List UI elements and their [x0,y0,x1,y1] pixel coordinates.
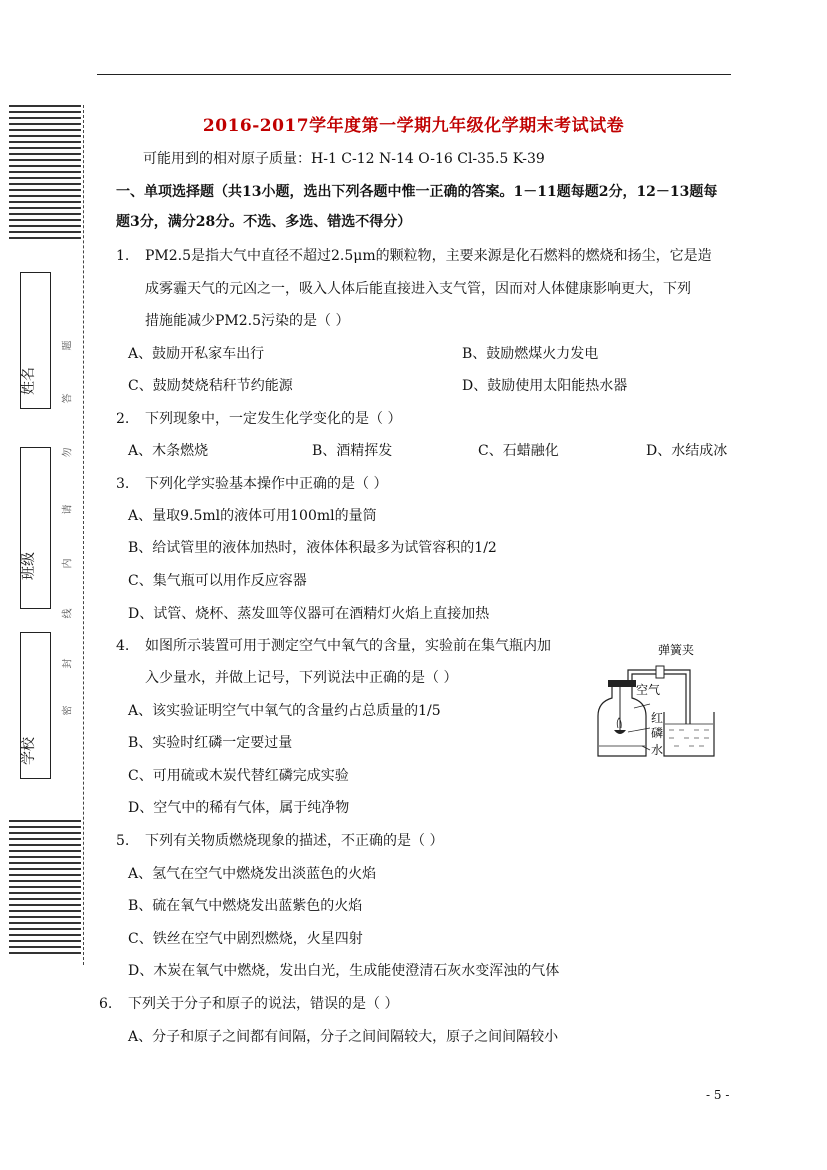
section-heading-line1: 一、单项选择题（共13小题，选出下列各题中惟一正确的答案。1－11题每题2分，12－13题每 [116,184,718,200]
page-number: - 5 - [706,1088,730,1102]
question-number: 6. [99,996,113,1012]
water-hatching [669,730,709,746]
q4-option-d[interactable]: D、空气中的稀有气体，属于纯净物 [128,800,350,816]
q4-option-a[interactable]: A、该实验证明空气中氧气的含量约占总质量的1/5 [128,703,441,719]
q5-option-d[interactable]: D、木炭在氧气中燃烧，发出白光，生成能使澄清石灰水变浑浊的气体 [128,963,560,979]
header-rule [97,74,731,75]
q3-option-d[interactable]: D、试管、烧杯、蒸发皿等仪器可在酒精灯火焰上直接加热 [128,606,490,622]
class-field-box[interactable] [20,447,51,609]
q5-option-c[interactable]: C、铁丝在空气中剧烈燃烧，火星四射 [128,931,363,947]
q1-stem-line2: 成雾霾天气的元凶之一，吸入人体后能直接进入支气管，因而对人体健康影响更大，下列 [145,281,691,297]
section-heading-line2: 题3分，满分28分。不选、多选、错选不得分） [116,214,412,230]
q2-option-d[interactable]: D、水结成冰 [646,443,728,459]
q3-option-a[interactable]: A、量取9.5ml的液体可用100ml的量筒 [128,508,377,524]
question-number: 1. [116,248,130,264]
spoon-cup-shape [614,730,626,734]
school-field-box[interactable] [20,632,51,779]
spring-clip-shape [656,666,664,678]
q4-option-b[interactable]: B、实验时红磷一定要过量 [128,735,293,751]
q5-option-a[interactable]: A、氢气在空气中燃烧发出淡蓝色的火焰 [128,866,377,882]
air-label: 空气 [636,683,661,697]
q1-stem-line1: PM2.5是指大气中直径不超过2.5μm的颗粒物，主要来源是化石燃料的燃烧和扬尘，它是造 [145,248,712,264]
seal-dashed-line [83,105,84,965]
question-number: 4. [116,638,130,654]
stopper-shape [608,680,636,687]
seal-char: 密 [62,705,74,716]
q3-option-b[interactable]: B、给试管里的液体加热时，液体体积最多为试管容积的1/2 [128,540,497,556]
q5-option-b[interactable]: B、硫在氧气中燃烧发出蓝紫色的火焰 [128,898,363,914]
question-number: 5. [116,833,130,849]
school-label: 学校 [21,737,37,765]
water-label: 水 [651,743,664,757]
q3-option-c[interactable]: C、集气瓶可以用作反应容器 [128,573,307,589]
seal-char: 封 [62,658,74,669]
name-field-box[interactable] [20,272,51,409]
q1-option-d[interactable]: D、鼓励使用太阳能热水器 [462,378,628,394]
q1-option-a[interactable]: A、鼓励开私家车出行 [128,346,265,362]
phosphorus-label-1: 红 [651,711,664,725]
binding-stripes-bottom [9,820,81,958]
q2-option-c[interactable]: C、石蜡融化 [478,443,559,459]
exam-title: 2016-2017学年度第一学期九年级化学期末考试试卷 [202,116,625,136]
class-label: 班级 [21,552,37,580]
q6-stem: 下列关于分子和原子的说法，错误的是（ ） [128,996,399,1012]
q5-stem: 下列有关物质燃烧现象的描述，不正确的是（ ） [145,833,444,849]
beaker-shape [664,712,714,756]
phosphorus-label-2: 磷 [651,726,664,740]
q2-stem: 下列现象中，一定发生化学变化的是（ ） [145,411,402,427]
q1-option-c[interactable]: C、鼓励焚烧秸秆节约能源 [128,378,293,394]
q4-stem-line2: 入少量水，并做上记号，下列说法中正确的是（ ） [145,670,458,686]
seal-char: 内 [62,558,74,569]
oxygen-measurement-apparatus-figure [586,642,716,764]
question-number: 2. [116,411,130,427]
q1-stem-line3: 措施能减少PM2.5污染的是（ ） [145,313,350,329]
q2-option-a[interactable]: A、木条燃烧 [128,443,209,459]
question-number: 3. [116,476,130,492]
seal-char: 题 [62,340,74,351]
q6-option-a[interactable]: A、分子和原子之间都有间隔，分子之间间隔较大，原子之间间隔较小 [128,1029,559,1045]
q3-stem: 下列化学实验基本操作中正确的是（ ） [145,476,388,492]
clip-label: 弹簧夹 [658,643,695,657]
atomic-mass-line: 可能用到的相对原子质量：H-1 C-12 N-14 O-16 Cl-35.5 K-39 [143,151,545,167]
q4-option-c[interactable]: C、可用硫或木炭代替红磷完成实验 [128,768,349,784]
seal-char: 线 [62,608,74,619]
flame-shape [617,718,621,728]
q2-option-b[interactable]: B、酒精挥发 [312,443,393,459]
seal-char: 答 [62,393,74,404]
seal-char: 勿 [62,447,74,458]
q1-option-b[interactable]: B、鼓励燃煤火力发电 [462,346,599,362]
q4-stem-line1: 如图所示装置可用于测定空气中氧气的含量，实验前在集气瓶内加 [145,638,551,654]
name-label: 姓名 [21,367,37,395]
seal-char: 请 [62,504,74,515]
